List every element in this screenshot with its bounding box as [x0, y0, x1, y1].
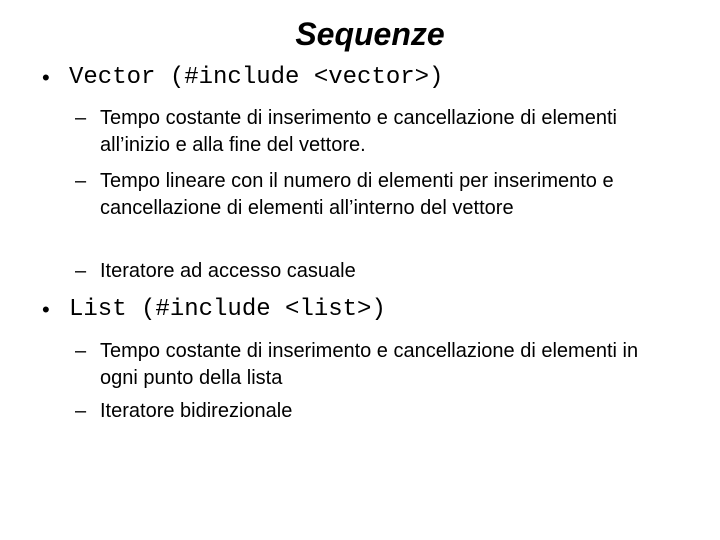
bullet-icon: •	[42, 65, 50, 90]
vector-item-2-text: Tempo lineare con il numero di elementi per inserimento e cancellazione di elementi all’interno del vettore	[100, 170, 614, 219]
list-item-1	[75, 338, 680, 392]
dash-icon: –	[75, 170, 87, 192]
dash-icon: –	[75, 400, 87, 422]
vector-item-2	[75, 168, 680, 222]
vector-item-1	[75, 105, 680, 159]
dash-icon: –	[75, 260, 87, 282]
vector-item-3-text: Iteratore ad accesso casuale	[100, 260, 356, 282]
vector-item-1-text: Tempo costante di inserimento e cancellazione di elementi all’inizio e alla fine del vettore.	[100, 107, 617, 156]
list-item-2	[75, 398, 680, 425]
dash-icon: –	[75, 107, 87, 129]
list-item-2-text: Iteratore bidirezionale	[100, 400, 293, 422]
vector-item-3	[75, 258, 680, 285]
list-item-1-text: Tempo costante di inserimento e cancellazione di elementi in ogni punto della lista	[100, 340, 639, 389]
list-heading: List (#include <list>)	[69, 296, 386, 323]
dash-icon: –	[75, 340, 87, 362]
bullet-icon: •	[42, 297, 50, 322]
vector-heading: Vector (#include <vector>)	[69, 64, 444, 91]
slide-title: Sequenze	[295, 16, 445, 52]
